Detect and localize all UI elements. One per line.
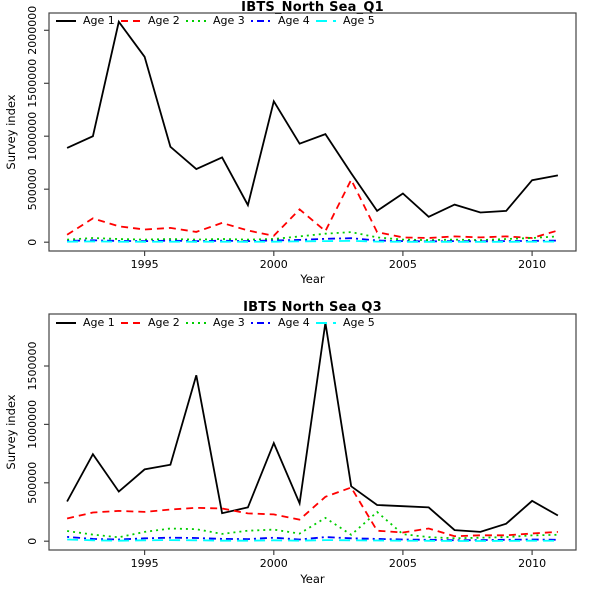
legend bbox=[55, 14, 380, 27]
chart-title: IBTS North Sea Q3 bbox=[243, 300, 382, 315]
legend-item-age-1 bbox=[55, 316, 120, 329]
y-tick-label: 2000000 bbox=[26, 5, 39, 55]
legend-label: Age 1 bbox=[83, 316, 115, 329]
legend-label: Age 5 bbox=[343, 14, 375, 27]
legend-label: Age 2 bbox=[148, 14, 180, 27]
legend-item-age-4 bbox=[250, 316, 315, 329]
legend-line-age-1-icon bbox=[55, 317, 77, 329]
legend-line-age-2-icon bbox=[120, 317, 142, 329]
series-line-age-3 bbox=[67, 512, 558, 538]
series-line-age-2 bbox=[67, 180, 558, 238]
legend-label: Age 4 bbox=[278, 316, 310, 329]
legend-item-age-4 bbox=[250, 14, 315, 27]
plot-area-q3 bbox=[0, 300, 600, 600]
legend-label: Age 3 bbox=[213, 316, 245, 329]
legend-item-age-2 bbox=[120, 316, 185, 329]
x-axis-title: Year bbox=[300, 272, 325, 286]
x-tick-label: 1995 bbox=[130, 258, 159, 271]
chart-q3 bbox=[0, 300, 600, 600]
legend-label: Age 4 bbox=[278, 14, 310, 27]
series-line-age-1 bbox=[67, 22, 558, 217]
y-axis-title: Survey index bbox=[4, 94, 18, 170]
legend-label: Age 1 bbox=[83, 14, 115, 27]
legend-item-age-5 bbox=[315, 14, 380, 27]
y-tick-label: 500000 bbox=[26, 461, 39, 504]
legend-label: Age 5 bbox=[343, 316, 375, 329]
legend-item-age-2 bbox=[120, 14, 185, 27]
legend-item-age-5 bbox=[315, 316, 380, 329]
legend-line-age-5-icon bbox=[315, 317, 337, 329]
series-line-age-5 bbox=[67, 241, 558, 242]
series-line-age-1 bbox=[67, 323, 558, 532]
legend-line-age-3-icon bbox=[185, 317, 207, 329]
y-tick-label: 0 bbox=[26, 238, 39, 246]
legend-label: Age 3 bbox=[213, 14, 245, 27]
x-tick-label: 1995 bbox=[130, 557, 159, 570]
y-tick-label: 500000 bbox=[26, 168, 39, 211]
legend-line-age-5-icon bbox=[315, 15, 337, 27]
x-axis-title: Year bbox=[300, 572, 325, 586]
legend-item-age-1 bbox=[55, 14, 120, 27]
y-tick-label: 1000000 bbox=[26, 399, 39, 449]
y-tick-label: 1000000 bbox=[26, 111, 39, 161]
series-line-age-2 bbox=[67, 488, 558, 537]
x-tick-label: 2005 bbox=[388, 557, 417, 570]
legend-line-age-4-icon bbox=[250, 15, 272, 27]
x-tick-label: 2010 bbox=[518, 557, 547, 570]
y-tick-label: 1500000 bbox=[26, 341, 39, 391]
legend-item-age-3 bbox=[185, 14, 250, 27]
x-tick-label: 2000 bbox=[259, 258, 288, 271]
x-tick-label: 2000 bbox=[259, 557, 288, 570]
y-tick-label: 0 bbox=[26, 537, 39, 545]
x-tick-label: 2010 bbox=[518, 258, 547, 271]
legend-line-age-1-icon bbox=[55, 15, 77, 27]
y-axis-title: Survey index bbox=[4, 394, 18, 470]
legend-line-age-3-icon bbox=[185, 15, 207, 27]
plot-box bbox=[49, 13, 576, 251]
legend-label: Age 2 bbox=[148, 316, 180, 329]
chart-title: IBTS_North Sea_Q1 bbox=[241, 0, 384, 15]
legend-line-age-4-icon bbox=[250, 317, 272, 329]
y-tick-label: 1500000 bbox=[26, 58, 39, 108]
legend-line-age-2-icon bbox=[120, 15, 142, 27]
legend-item-age-3 bbox=[185, 316, 250, 329]
legend bbox=[55, 316, 380, 329]
x-tick-label: 2005 bbox=[388, 258, 417, 271]
plot-box bbox=[49, 314, 576, 550]
